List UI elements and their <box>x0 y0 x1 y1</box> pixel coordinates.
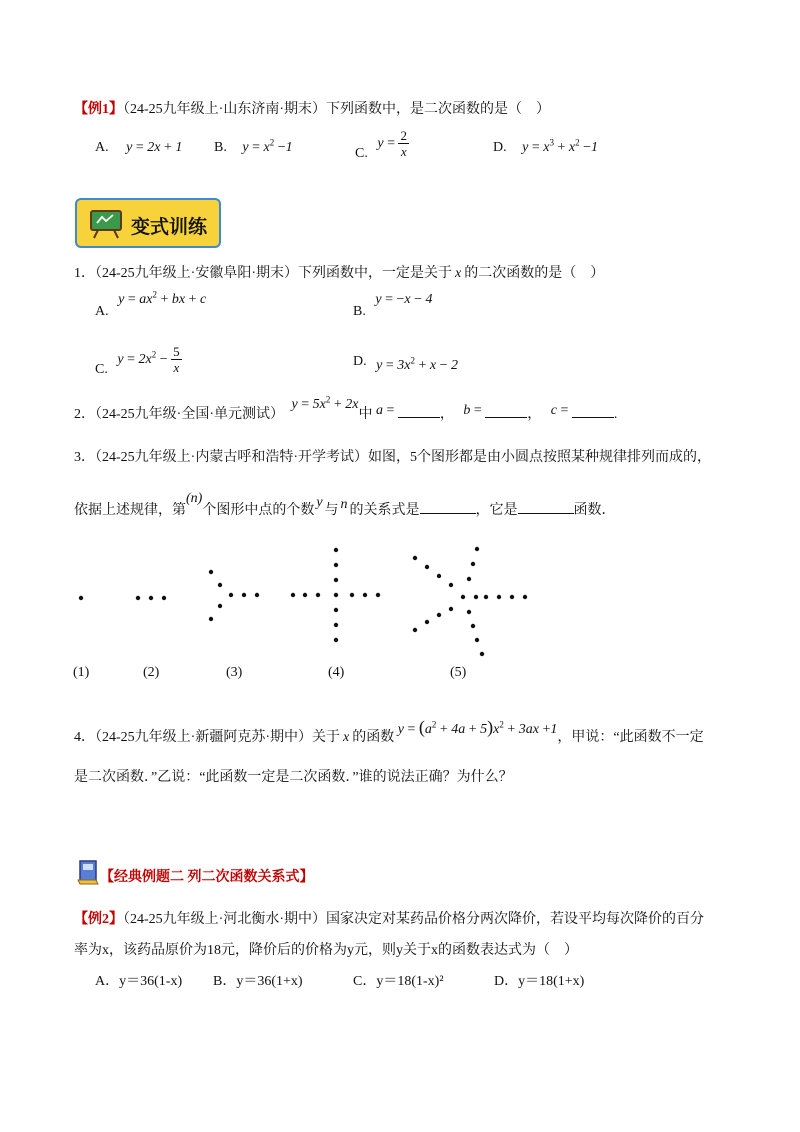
q4-expr: $y = (a^2 + 4a + 5)x^2 + 3ax +1$ <box>397 717 558 737</box>
fig4-dot <box>334 563 338 567</box>
fig3-dot <box>209 570 213 574</box>
fig4-dot <box>376 593 380 597</box>
fig5-dot <box>437 574 441 578</box>
question-1-option-b[interactable]: B. y = −x − 4 <box>353 292 433 319</box>
figure-label-2: (2) <box>143 665 160 680</box>
figure-label-1: (1) <box>73 665 90 680</box>
option-b-expr: $y = x^2 -1$ <box>242 137 293 155</box>
fig5-dot <box>480 652 484 656</box>
q2-expr: $y = 5x^2 + 2x$ <box>291 394 359 412</box>
fig3-dot <box>242 593 246 597</box>
fig3-dot <box>229 593 233 597</box>
q1-option-a-expr: $y = ax^2$ + bx + c <box>118 289 207 307</box>
figure-label-4: (4) <box>328 665 345 680</box>
q3-blank-type[interactable] <box>518 512 574 514</box>
option-c-expr: y = $\frac{2}{x}$ <box>377 128 407 159</box>
q1-option-c-expr: $y = 2x^2$ − $\frac{5}{x}$ <box>117 344 180 375</box>
fig5-dot <box>461 595 465 599</box>
fig5-dot <box>437 613 441 617</box>
fig5-dot <box>510 595 514 599</box>
fig3-dot <box>218 583 222 587</box>
fig4-dot <box>334 623 338 627</box>
fig5-dot <box>425 565 429 569</box>
q3-blank-relation[interactable] <box>420 512 476 514</box>
fig5-dot <box>475 638 479 642</box>
example-2-line-1: 【例2】（24-25九年级上·河北衡水·期中）国家决定对某药品价格分两次降价，若设平均每次降价的百分 <box>74 912 704 927</box>
question-3-line-1: 3．（24-25九年级上·内蒙古呼和浩特·开学考试）如图，5个图形都是由小圆点按照某种规律排列而成的， <box>74 450 711 465</box>
q2-blank-c[interactable] <box>572 416 614 418</box>
variation-training-badge <box>75 198 221 248</box>
question-1-option-d[interactable]: D. $y = 3x^2 + x - 2$ <box>353 354 458 373</box>
example-1-option-c[interactable]: C. y = $\frac{2}{x}$ <box>355 128 407 161</box>
example-1-question <box>74 98 550 118</box>
dot-pattern-figures <box>0 540 800 665</box>
example-1-text: （24-25九年级上·山东济南·期末）下列函数中，是二次函数的是（ ） <box>123 102 550 117</box>
example-2-option-b[interactable]: B．y＝36(1+x) <box>213 974 303 989</box>
example-2-tag: 【例2】 <box>74 912 123 927</box>
example-1-option-a[interactable]: A. y = 2x + 1 <box>95 140 183 155</box>
q2-b-label: b = <box>463 403 482 418</box>
fig4-dot <box>303 593 307 597</box>
fig5-dot <box>449 583 453 587</box>
q2-blank-a[interactable] <box>398 416 440 418</box>
section-2-title: 【经典例题二 列二次函数关系式】 <box>100 870 314 885</box>
question-1-option-c[interactable]: C. $y = 2x^2$ − $\frac{5}{x}$ <box>95 344 180 377</box>
option-a-expr: y = 2x + 1 <box>126 140 183 155</box>
fig2-dot <box>149 596 153 600</box>
fig3-dot <box>209 617 213 621</box>
fig4-dot <box>363 593 367 597</box>
question-3-line-2: 依据上述规律，第(n)个图形中点的个数y与 n 的关系式是 ，它是 函数． <box>74 491 616 518</box>
fig2-dot <box>136 596 140 600</box>
badge-label: 变式训练 <box>131 216 208 238</box>
fig4-dot <box>350 593 354 597</box>
example-1-tag: 【例1】 <box>74 102 123 117</box>
fig3-dot <box>218 604 222 608</box>
fig5-dot <box>467 610 471 614</box>
question-2: 2．（24-25九年级·全国·单元测试） $y = 5x^2 + 2x$中 a = ， b = ， c = . <box>74 394 618 422</box>
question-1: 1．（24-25九年级上·安徽阜阳·期末）下列函数中，一定是关于 x 的二次函数的是（ ） <box>74 266 605 281</box>
q2-c-label: c = <box>550 403 569 418</box>
fig5-dot <box>449 607 453 611</box>
fig5-dot <box>471 562 475 566</box>
q2-a-label: a = <box>375 403 395 418</box>
fig5-dot <box>474 595 478 599</box>
example-1-option-d[interactable]: D. $y = x^3 + x^2 -1$ <box>493 137 598 155</box>
example-2-option-c[interactable]: C．y＝18(1-x)² <box>353 974 444 989</box>
fig3-dot <box>255 593 259 597</box>
figure-label-3: (3) <box>226 665 243 680</box>
q1-option-d-expr: $y = 3x^2 + x - 2$ <box>376 355 458 373</box>
fig4-dot <box>316 593 320 597</box>
fig5-dot <box>523 595 527 599</box>
blackboard-icon <box>89 209 123 239</box>
example-2-option-a[interactable]: A．y＝36(1-x) <box>95 974 183 989</box>
fig4-dot <box>334 593 338 597</box>
fig4-dot <box>334 578 338 582</box>
example-1-option-b[interactable]: B. $y = x^2 -1$ <box>214 137 293 155</box>
question-4-line-1: 4．（24-25九年级上·新疆阿克苏·期中）关于 x 的函数 $y = (a^2 + 4a + 5)x^2 + 3ax +1$，甲说：“此函数不一定 <box>74 717 704 745</box>
fig5-dot <box>413 556 417 560</box>
option-d-expr: $y = x^3 + x^2 -1$ <box>522 137 598 155</box>
fig5-dot <box>484 595 488 599</box>
fig5-dot <box>471 624 475 628</box>
figure-label-5: (5) <box>450 665 467 680</box>
fig5-dot <box>425 620 429 624</box>
fig2-dot <box>162 596 166 600</box>
q2-blank-b[interactable] <box>485 416 527 418</box>
fig5-dot <box>497 595 501 599</box>
fig4-dot <box>334 608 338 612</box>
example-2-line-2: 率为x，该药品原价为18元，降价后的价格为y元，则y关于x的函数表达式为（ ） <box>74 943 578 958</box>
fig5-dot <box>413 628 417 632</box>
fig5-dot <box>467 577 471 581</box>
fig4-dot <box>291 593 295 597</box>
q1-option-b-expr: y = −x − 4 <box>375 292 433 307</box>
fig4-dot <box>334 638 338 642</box>
book-icon <box>75 858 101 886</box>
fig4-dot <box>334 548 338 552</box>
example-2-option-d[interactable]: D．y＝18(1+x) <box>494 974 585 989</box>
question-4-line-2: 是二次函数．”乙说：“此函数一定是二次函数．”谁的说法正确？为什么？ <box>74 770 513 785</box>
question-1-option-a[interactable]: A. $y = ax^2$ + bx + c <box>95 289 207 319</box>
fig5-dot <box>475 547 479 551</box>
fig1-dot <box>79 596 83 600</box>
